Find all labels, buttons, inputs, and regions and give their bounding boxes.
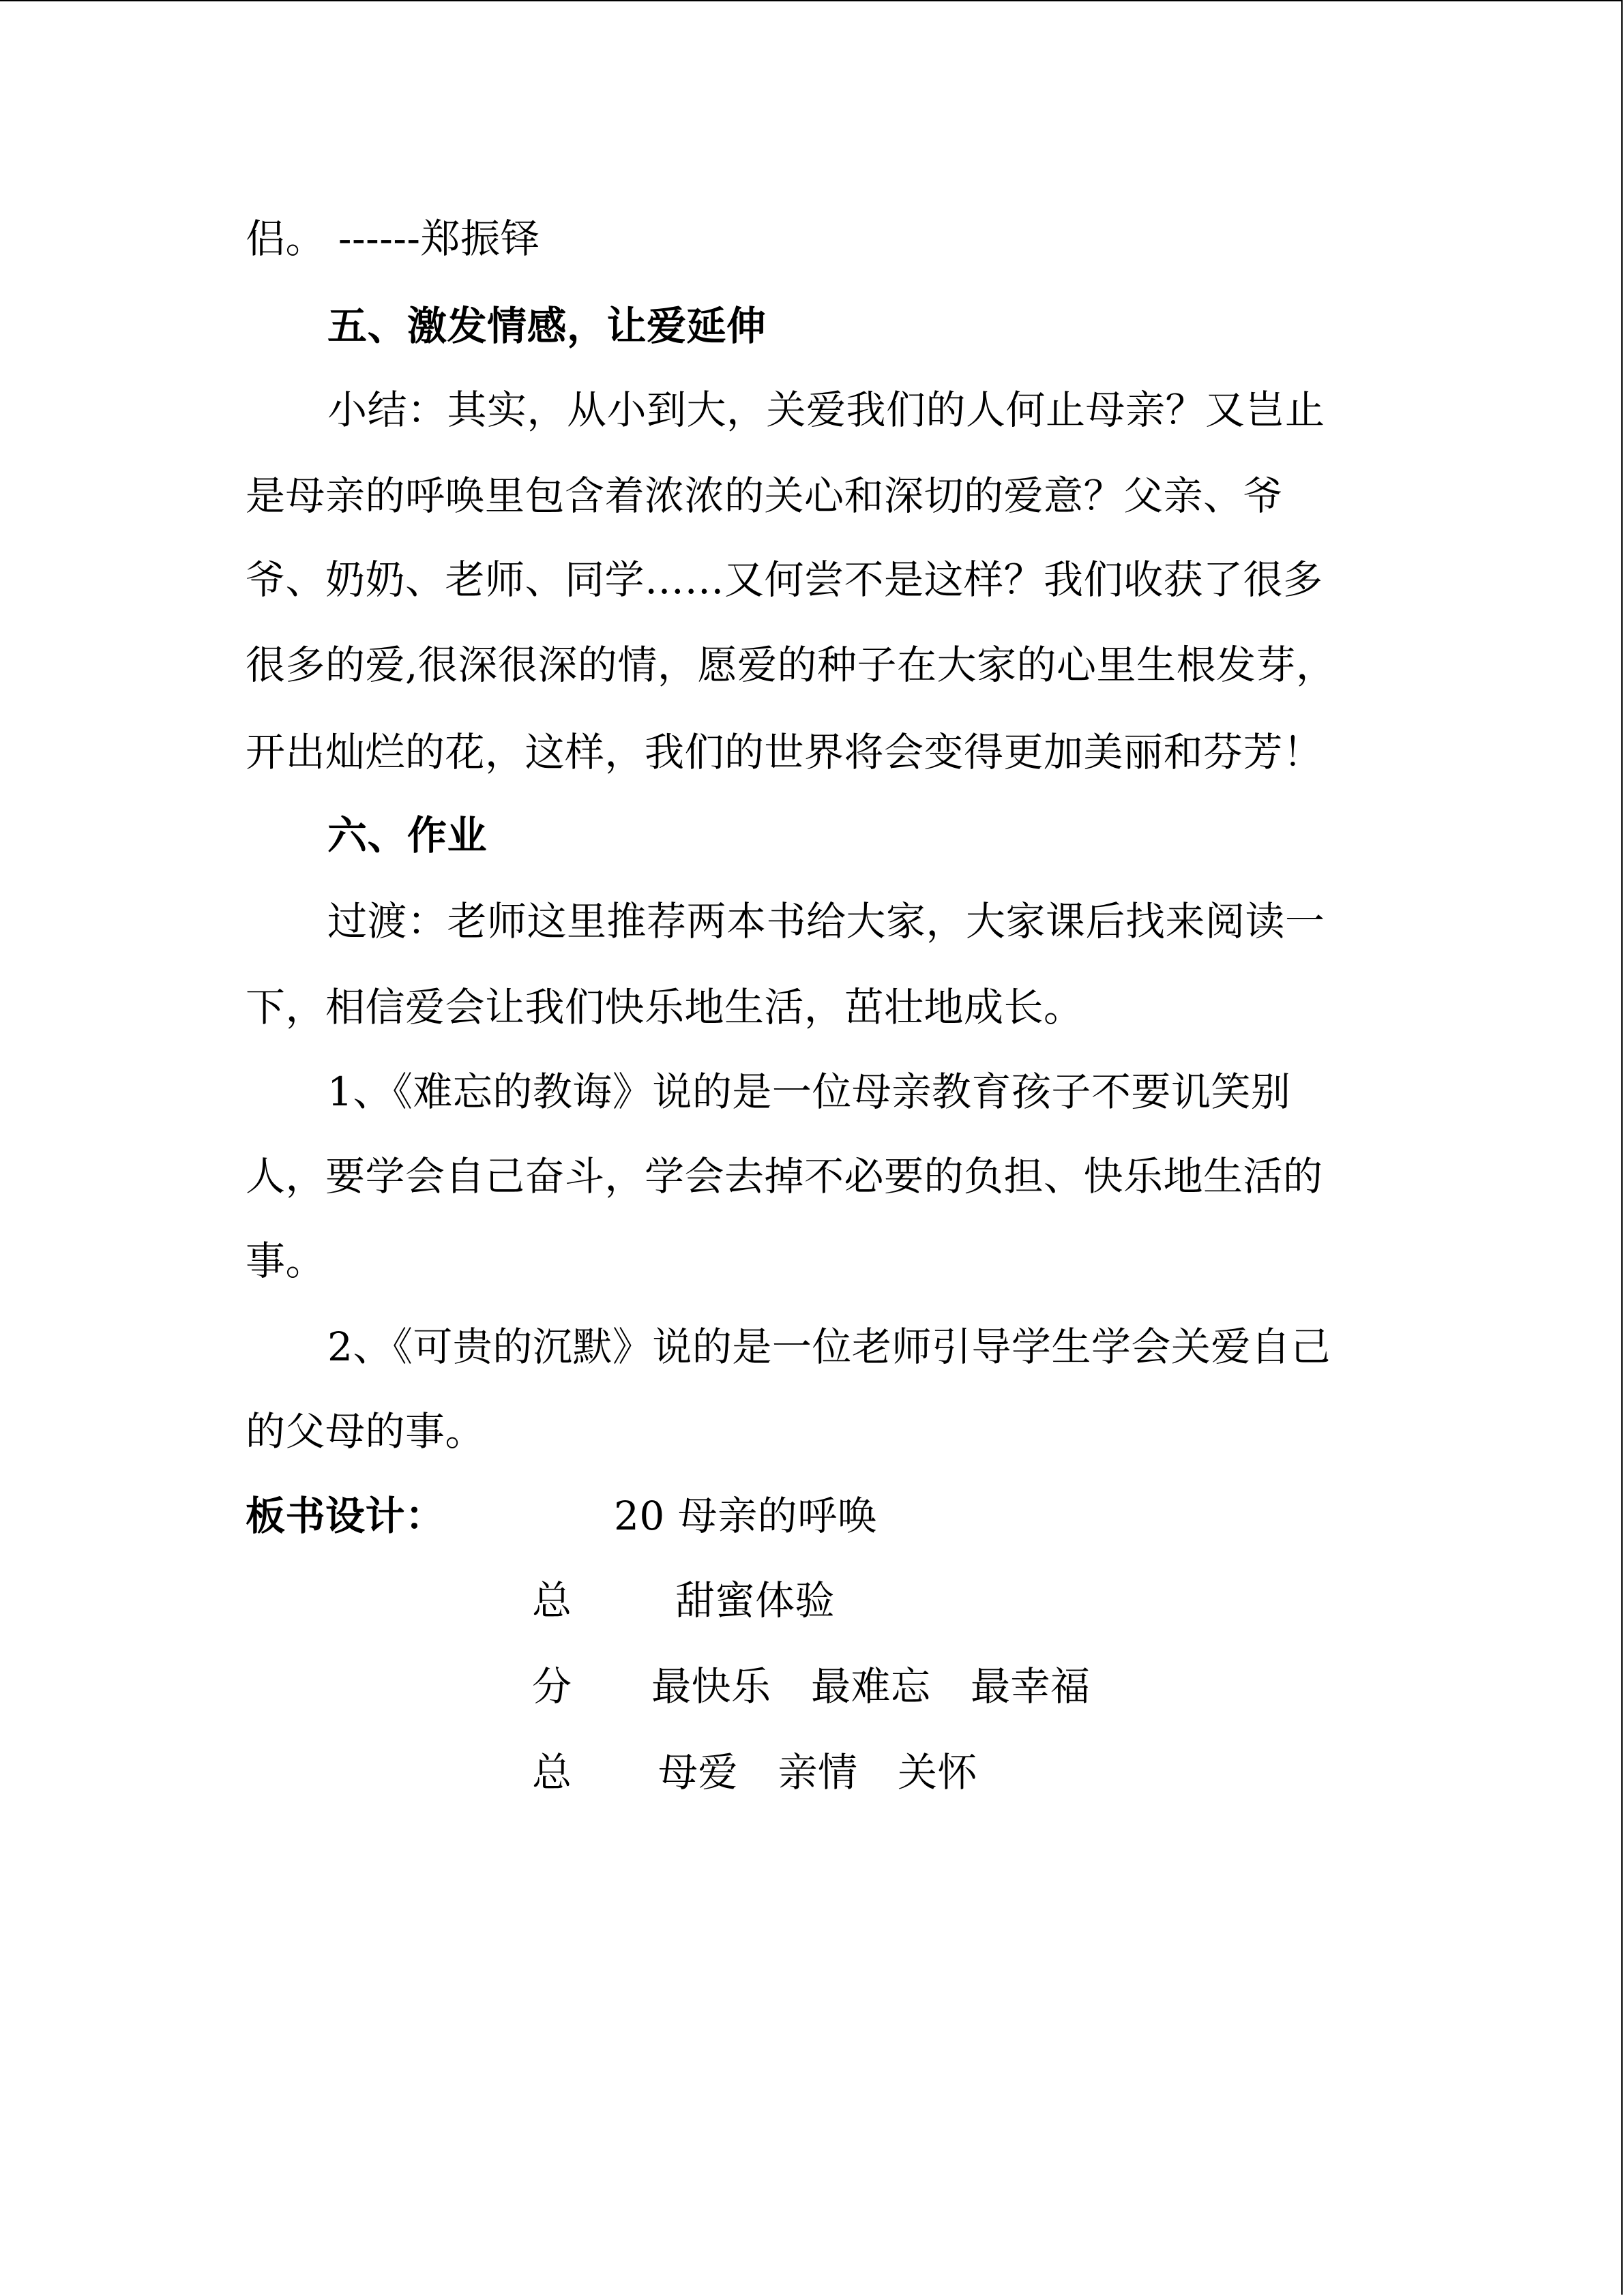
section-heading: 五、激发情感，让爱延伸 [327,303,767,349]
board-row-key: 总 [532,1749,572,1795]
board-row-value: 母爱 亲情 关怀 [658,1749,978,1795]
paragraph-line: 开出灿烂的花，这样，我们的世界将会变得更加美丽和芬芳！ [246,729,1323,775]
paragraph-line: 的父母的事。 [246,1408,486,1455]
paragraph-line: 是母亲的呼唤里包含着浓浓的关心和深切的爱意？父亲、爷 [246,473,1284,519]
board-row-key: 分 [532,1663,572,1710]
paragraph-line: 下，相信爱会让我们快乐地生活，茁壮地成长。 [246,984,1084,1030]
paragraph-line: 1、《难忘的教诲》说的是一位母亲教育孩子不要讥笑别 [327,1069,1291,1115]
board-design-title: 20 母亲的呼唤 [614,1493,878,1539]
paragraph-line: 人，要学会自己奋斗，学会去掉不必要的负担、快乐地生活的 [246,1153,1323,1199]
paragraph-line: 过渡：老师这里推荐两本书给大家，大家课后找来阅读一 [327,898,1325,944]
board-design-label: 板书设计： [246,1493,445,1539]
board-row-value: 最快乐 最难忘 最幸福 [651,1663,1091,1710]
board-row-key: 总 [532,1577,572,1624]
paragraph-line: 爷、奶奶、老师、同学……又何尝不是这样？我们收获了很多 [246,556,1323,603]
paragraph-line: 很多的爱,很深很深的情，愿爱的种子在大家的心里生根发芽， [246,642,1336,688]
paragraph-line: 事。 [246,1238,326,1284]
paragraph-line: 2、《可贵的沉默》说的是一位老师引导学生学会关爱自己 [327,1324,1331,1370]
paragraph-line: 小结：其实，从小到大，关爱我们的人何止母亲？又岂止 [327,387,1325,433]
paragraph-line: 侣。 ------郑振铎 [246,215,541,262]
section-heading: 六、作业 [327,812,488,859]
board-row-value: 甜蜜体验 [675,1577,836,1624]
